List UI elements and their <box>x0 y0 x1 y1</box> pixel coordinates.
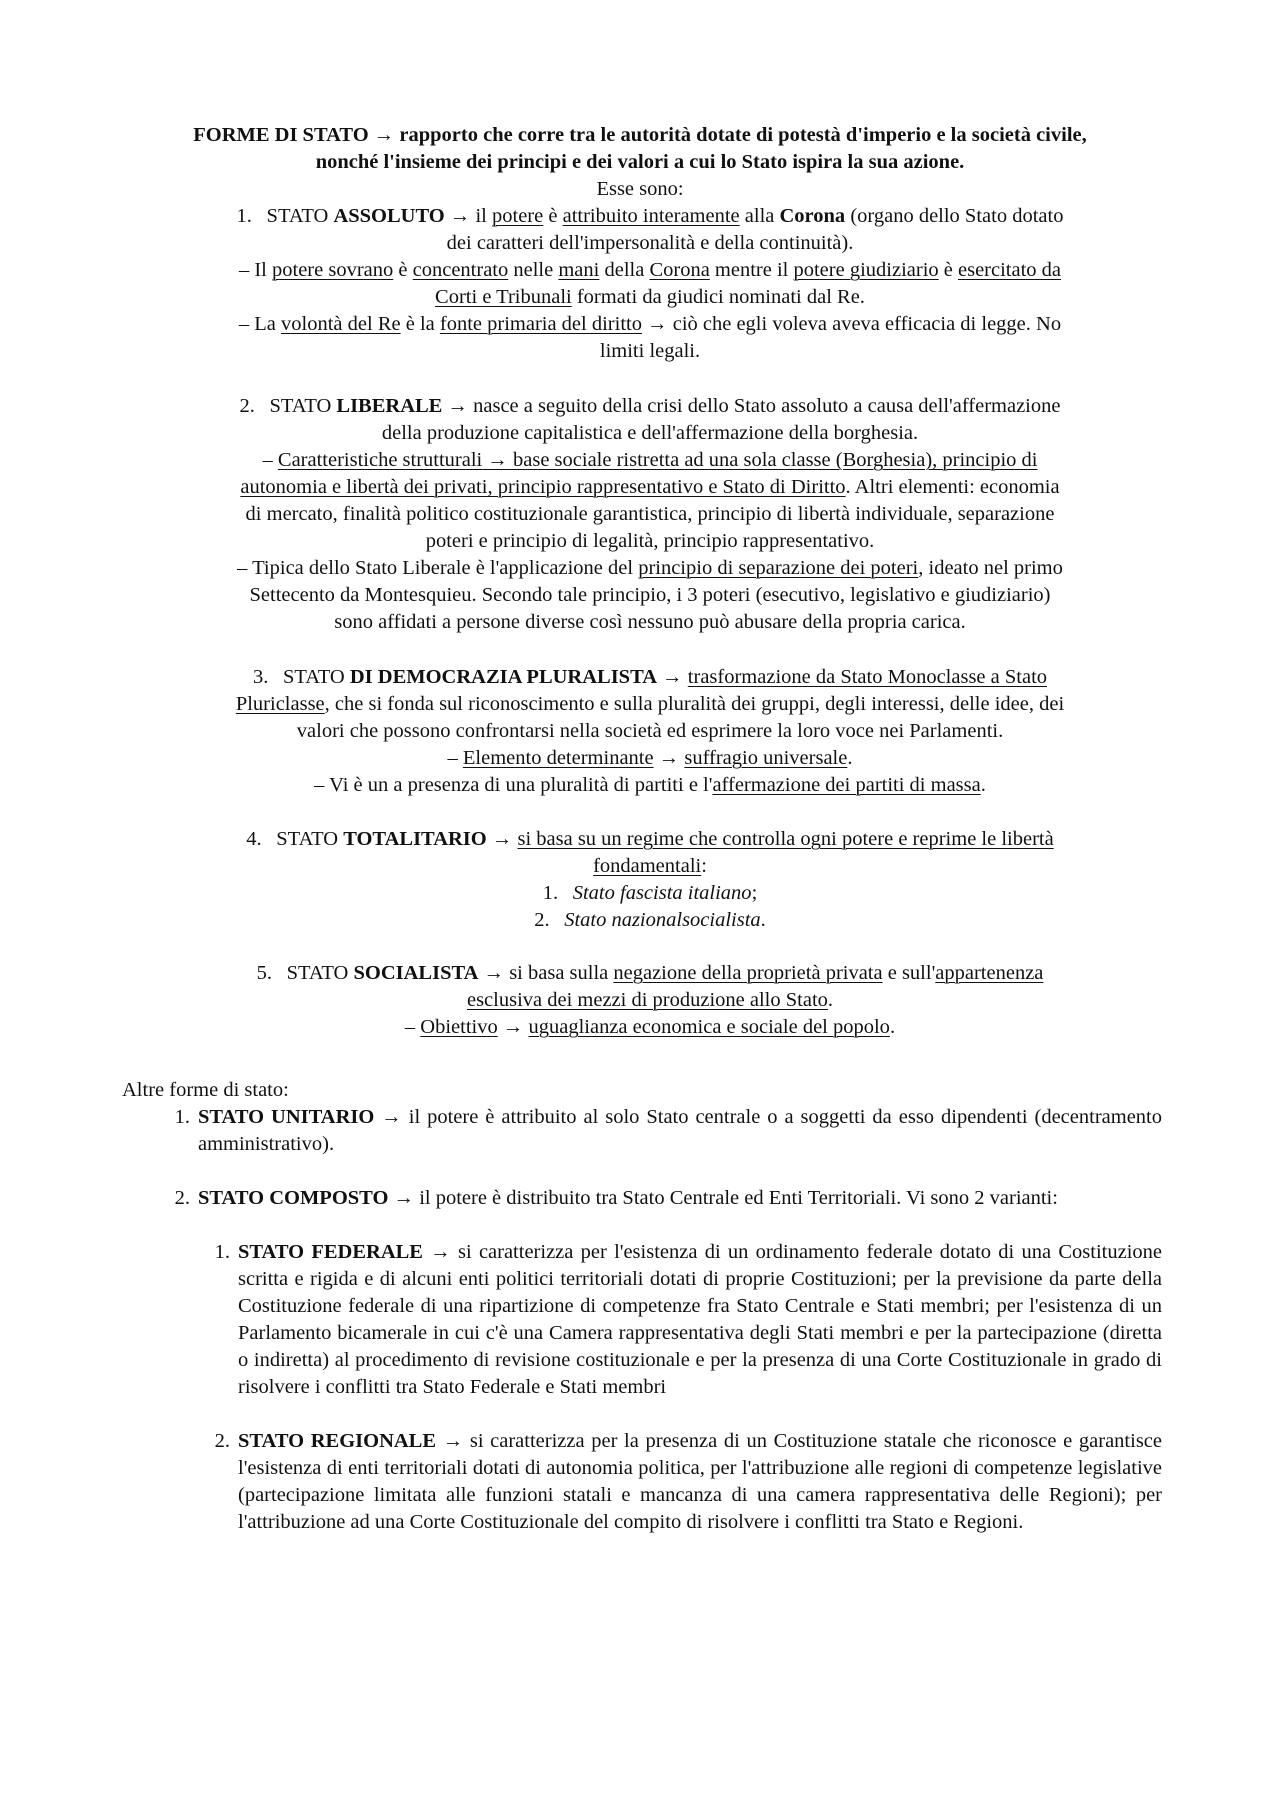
altre-item-2-text: → il potere è distribuito tra Stato Centrale ed Enti Territoriali. Vi sono 2 varianti: <box>388 1187 1058 1209</box>
s2-point-1 <box>170 447 1130 474</box>
s2-p2-t1: , ideato nel primo <box>918 557 1063 579</box>
s1-p1-t4: mentre il <box>709 259 794 281</box>
stato-composto <box>174 1185 1162 1212</box>
s3-p2-t1: . <box>980 774 986 796</box>
s4-l2-u: fondamentali <box>593 855 702 877</box>
s1-p2-t2: → ciò che egli voleva aveva efficacia di legge. No <box>641 313 1062 335</box>
s4-u1: si basa su un regime che controlla ogni potere e reprime le libertà <box>517 828 1054 850</box>
altre-sub-1-number: 1. <box>214 1241 230 1263</box>
s1-p1-l2-t: formati da giudici nominati dal Re. <box>571 286 865 308</box>
s2-point-1-line-3: di mercato, finalità politico costituzionale garantistica, principio di libertà individuale, separazione <box>245 503 1055 525</box>
s2-point-2-line-3: sono affidati a persone diverse così nessuno può abusare della propria carica. <box>334 611 966 633</box>
s3-p1-u1: Elemento determinante <box>462 747 654 769</box>
s5-t2: e sull' <box>882 962 936 984</box>
s1-line-2: dei caratteri dell'impersonalità e della continuità). <box>446 232 854 254</box>
s3-p2-u1: affermazione dei partiti di massa <box>712 774 981 796</box>
section-socialista <box>170 960 1130 1041</box>
altre-item-2-name: STATO COMPOSTO <box>198 1187 389 1209</box>
s2-number: 2. <box>239 395 255 417</box>
s3-p2-a: – Vi è un a presenza di una pluralità di partiti e l' <box>314 774 713 796</box>
s1-p2-a: – La <box>238 313 282 335</box>
s1-p1-t5: è <box>938 259 958 281</box>
altre-item-1-name: STATO UNITARIO <box>198 1106 375 1128</box>
s3-l2-t: , che si fonda sul riconoscimento e sulla pluralità dei gruppi, degli interessi, delle idee, dei <box>324 693 1065 715</box>
s4-arrow: → <box>486 828 518 850</box>
s3-arrow: → <box>657 666 688 688</box>
s2-p1-l2-u: autonomia e libertà dei privati, principio rappresentativo e Stato di Diritto <box>240 476 846 498</box>
s5-name: SOCIALISTA <box>353 962 479 984</box>
stato-federale <box>214 1239 1162 1401</box>
s5-p1-a: – <box>404 1016 421 1038</box>
s4-sub-2-number: 2. <box>534 909 550 931</box>
s1-p1-a: – Il <box>238 259 273 281</box>
s3-p1-u2: suffragio universale <box>684 747 848 769</box>
s1-arrow: → il <box>444 205 493 227</box>
s1-p1-l2-u: Corti e Tribunali <box>435 286 572 308</box>
s2-t1: → nasce a seguito della crisi dello Stato assoluto a causa dell'affermazione <box>442 395 1061 417</box>
altre-sub-1-name: STATO FEDERALE <box>238 1241 423 1263</box>
s2-point-1-line-2 <box>170 474 1130 501</box>
altre-item-2-number: 2. <box>174 1187 190 1209</box>
s3-name: DI DEMOCRAZIA PLURALISTA <box>349 666 658 688</box>
s3-pre: STATO <box>282 666 350 688</box>
s3-line-3: valori che possono confrontarsi nella società ed esprimere la loro voce nei Parlamenti. <box>296 720 1004 742</box>
altre-forme-heading <box>122 1077 1162 1104</box>
section-democrazia <box>170 664 1130 799</box>
s5-t1: → si basa sulla <box>478 962 614 984</box>
s1-line-1 <box>170 203 1130 230</box>
s4-l2-t: : <box>701 855 707 877</box>
s1-t1: è <box>543 205 563 227</box>
altre-sub-1 <box>214 1239 1162 1401</box>
altre-heading-text: Altre forme di stato: <box>122 1079 289 1101</box>
s1-p1-u5: potere giudiziario <box>793 259 939 281</box>
s4-name: TOTALITARIO <box>343 828 487 850</box>
intro-line-2: nonché l'insieme dei principi e dei valori a cui lo Stato ispira la sua azione. <box>315 151 965 173</box>
s1-p1-t1: è <box>393 259 413 281</box>
s1-p2-u1: volontà del Re <box>281 313 401 335</box>
s4-number: 4. <box>246 828 262 850</box>
altre-sub-1-text: → si caratterizza per l'esistenza di un ordinamento federale dotato di una Costituzione scritta e rigida e di alcuni enti politici territoriali dotati di proprie Costituzioni; per la previsione da parte della Costituzione federale di una ripartizione di competenze fra Stato Centrale e Stati membri; per l'esistenza di un Parlamento bicamerale in cui c'è una Camera rappresentativa degli Stati membri e per la partecipazione (diretta o indiretta) al procedimento di revisione costituzionale e per la presenza di una Corte Costituzionale in grado di risolvere i conflitti tra Stato Federale e Stati membri <box>238 1241 1162 1398</box>
s4-sub-1-number: 1. <box>542 882 559 904</box>
altre-item-2 <box>174 1185 1162 1212</box>
s1-number: 1. <box>236 205 252 227</box>
s3-point-2 <box>170 772 1130 799</box>
s1-t2: alla <box>739 205 780 227</box>
s2-line-2: della produzione capitalistica e dell'affermazione della borghesia. <box>381 422 919 444</box>
s3-p1-t1: → <box>653 747 685 769</box>
altre-sub-2-number: 2. <box>214 1430 230 1452</box>
s1-point-2-line-2: limiti legali. <box>599 340 701 362</box>
s5-p1-t2: . <box>889 1016 896 1038</box>
s2-p1-a: – <box>262 449 278 471</box>
s5-point-1 <box>170 1014 1130 1041</box>
altre-sub-2 <box>214 1428 1163 1536</box>
s4-sub-2-end: . <box>760 909 766 931</box>
s1-b1: Corona <box>779 205 846 227</box>
s2-name: LIBERALE <box>336 395 443 417</box>
s4-sub-1 <box>170 880 1130 907</box>
s5-u1: negazione della proprietà privata <box>613 962 883 984</box>
s1-name: ASSOLUTO <box>333 205 445 227</box>
s5-number: 5. <box>256 962 272 984</box>
s4-sub-1-text: Stato fascista italiano <box>572 882 752 904</box>
s1-p1-u2: concentrato <box>412 259 509 281</box>
s1-point-2 <box>170 311 1130 338</box>
altre-item-1-number: 1. <box>174 1106 190 1128</box>
s4-line-2 <box>170 853 1130 880</box>
intro-line-1: FORME DI STATO → rapporto che corre tra le autorità dotate di potestà d'imperio e la società civile, <box>193 124 1087 146</box>
s3-point-1 <box>170 745 1130 772</box>
s3-number: 3. <box>252 666 269 688</box>
s3-p1-a: – <box>447 747 463 769</box>
s1-p1-u3: mani <box>558 259 600 281</box>
s1-p1-u4: Corona <box>649 259 710 281</box>
s4-sub-2 <box>170 907 1130 934</box>
intro-esse <box>118 176 1162 203</box>
s2-line-1 <box>170 393 1130 420</box>
s4-pre: STATO <box>276 828 344 850</box>
s5-pre: STATO <box>286 962 354 984</box>
s1-u1: potere <box>492 205 544 227</box>
s5-u2: appartenenza <box>935 962 1044 984</box>
s1-p1-u6: esercitato da <box>958 259 1062 281</box>
s3-l2-u: Pluriclasse <box>235 693 325 715</box>
s3-line-2 <box>170 691 1130 718</box>
s4-sub-1-end: ; <box>751 882 758 904</box>
s3-p1-t2: . <box>847 747 853 769</box>
stato-regionale <box>214 1428 1163 1536</box>
s2-point-2-line-2: Settecento da Montesquieu. Secondo tale principio, i 3 poteri (esecutivo, legislativo e giudiziario) <box>249 584 1051 606</box>
section-totalitario <box>170 826 1130 934</box>
s1-p1-t3: della <box>599 259 650 281</box>
esse-sono: Esse sono: <box>596 178 684 200</box>
s2-p1-u2: → base sociale ristretta ad una sola classe (Borghesia), principio di <box>482 449 1038 471</box>
section-liberale <box>170 393 1130 636</box>
altre-item-1-text: → il potere è attribuito al solo Stato centrale o a soggetti da esso dipendenti (decentramento amministrativo). <box>198 1106 1162 1155</box>
s1-p1-t2: nelle <box>508 259 559 281</box>
altre-item-1 <box>174 1104 1162 1158</box>
s1-pre: STATO <box>266 205 334 227</box>
s5-l2-u: esclusiva dei mezzi di produzione allo Stato <box>466 989 828 1011</box>
s1-point-1-line-2 <box>170 284 1130 311</box>
s2-pre: STATO <box>269 395 337 417</box>
s1-u2: attribuito interamente <box>562 205 740 227</box>
s2-p1-l2-t: . Altri elementi: economia <box>845 476 1060 498</box>
s2-point-2 <box>170 555 1130 582</box>
s1-t3: (organo dello Stato dotato <box>845 205 1064 227</box>
s3-line-1 <box>170 664 1130 691</box>
s5-line-2 <box>170 987 1130 1014</box>
s3-u1: trasformazione da Stato Monoclasse a Stato <box>687 666 1048 688</box>
altre-sub-2-text: → si caratterizza per la presenza di un Costituzione statale che riconosce e garantisce l'esistenza di enti territoriali dotati di autonomia politica, per l'attribuzione alle regioni di competenze legislative (partecipazione limitata alle funzioni statali e mancanza di una camera rappresentativa delle Regioni); per l'attribuzione ad una Corte Costituzionale del compito di risolvere i conflitti tra Stato e Regioni. <box>238 1430 1163 1533</box>
altre-sub-2-name: STATO REGIONALE <box>238 1430 437 1452</box>
s2-point-1-line-4: poteri e principio di legalità, principio rappresentativo. <box>425 530 875 552</box>
s2-p1-u1: Caratteristiche strutturali <box>277 449 483 471</box>
s5-p1-u2: uguaglianza economica e sociale del popolo <box>528 1016 890 1038</box>
stato-unitario <box>174 1104 1162 1158</box>
s1-point-1 <box>170 257 1130 284</box>
s1-p1-u1: potere sovrano <box>272 259 394 281</box>
s1-p2-u2: fonte primaria del diritto <box>439 313 642 335</box>
s4-line-1 <box>170 826 1130 853</box>
intro-heading <box>118 122 1162 176</box>
s5-p1-t1: → <box>497 1016 529 1038</box>
section-assoluto <box>170 203 1130 365</box>
s1-p2-t1: è la <box>400 313 440 335</box>
s5-line-1 <box>170 960 1130 987</box>
s2-p2-a: – Tipica dello Stato Liberale è l'applicazione del <box>237 557 639 579</box>
s5-l2-t: . <box>827 989 834 1011</box>
s5-p1-u1: Obiettivo <box>420 1016 498 1038</box>
s4-sub-2-text: Stato nazionalsocialista <box>564 909 761 931</box>
s2-p2-u1: principio di separazione dei poteri <box>638 557 919 579</box>
